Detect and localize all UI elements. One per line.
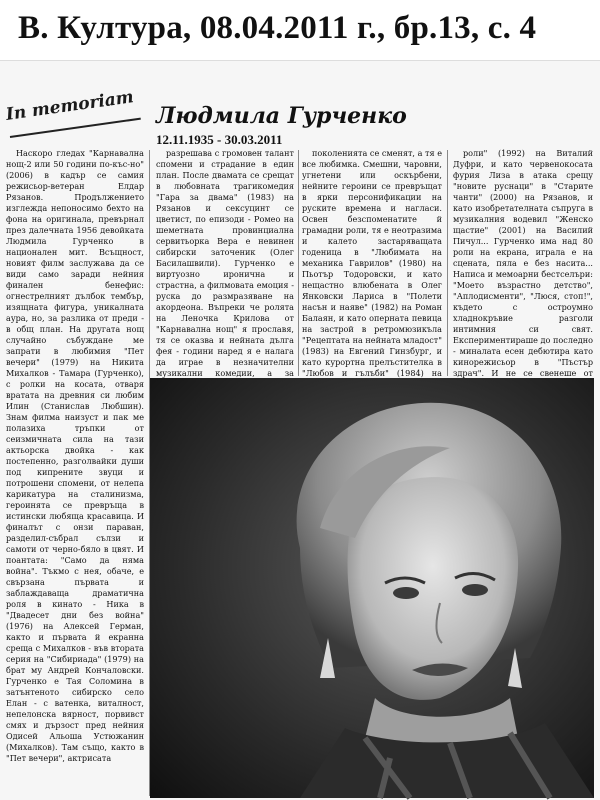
portrait-photo: [150, 378, 594, 798]
rubric-label: In memoriam: [4, 87, 135, 125]
column-2-text: разрешава с громовен талант спомени и страдание в един план. После двамата се срещат в любовната трагикомедия "Гара за двама" (1983) на Рязанов и сексуцинт се цветист, по епизоди - Ромео на шеметната провинциална сервитьорка Вера е невинен сибирски заточеник (Олег Басилашвили). Гурченко е виртуозно иронична и страстна, а филмовата емоция - руска до размразяване на акордеона. Въпреки че ролята на Леночка Крилова от "Карнавална нощ" я прославя, тя се оказва и нейната дълга фея - години наред я е налага да играе в незначителни музикални комедии, а за: [156, 148, 294, 378]
article-column-1: [6, 148, 144, 794]
column-divider-2: [298, 150, 299, 376]
portrait-illustration: [150, 378, 594, 798]
source-title: В. Култура, 08.04.2011 г., бр.13, с. 4: [18, 10, 537, 46]
clipping-top-line: [0, 60, 600, 61]
article-headline: Людмила Гурченко: [156, 103, 407, 129]
column-4-text: роли" (1992) на Виталий Дуфри, и като червенокосата фурия Лиза в атака срещу "новите руснаци" в "Старите чанти" (2000) на Рязанов, и като изобретателната съпруга в музикалния водевил "Женско щастие" (2001) на Василий Пичул... Гурченко има над 80 роли на екрана, играла е на сцената, пяла е без насита... Написа и мемоарни бестселъри: "Моето възрастно детство", "Аплодисменти", "Люся, стоп!", където с остроумно хладнокръвие разголи интимния си свят. Експериментираше до последно - миналата есен дебютира като кинорежисьор в "Пъстър здрач". И не се свенеше от: [453, 148, 593, 378]
column-3-text: поколенията се сменят, а тя е все любимка. Смешни, чаровни, угнетени или оскърбени, нейните героини се превръщат в ярки персонификации на руските времена и нагласи. Освен безспоменатите й грамадни роли, тя е неотразима и калето застаряващата годеница в "Любимата на механика Гаврилов" (1980) на Пьотър Тодоровски, и като нещастно влюбената в Олег Янковски Лариса в "Полети насън и наяве" (1982) на Роман Балаян, и като оперната певица на застрой в ретромюзикъла "Рецептата на нейната младост" (1983) на Евгений Гинзбург, и като курортна прелъстителка в "Любов и гълъби" (1984) на: [302, 148, 442, 378]
life-dates: 12.11.1935 - 30.03.2011: [156, 132, 283, 147]
column-1-text: Наскоро гледах "Карнавална нощ-2 или 50 години по-къс-но" (2006) в кадър се самия режисьор-ветеран Елдар Рязанов. Продължението изглежда непоносимо бехто на фона на оригинала, превърнал през далечната 1956 девойката Людмила Гурченко в национален мит. Всъщност, новият филм заслужава да се види само заради нейния финален бенефис: огнестрелният дълбок тембър, изящната фигура, уникалната аура, но, за разлика от преди - в общ план. На другата нощ случайно събуждане ме запрати в любимия "Пет вечери" (1979) на Никита Михалков - Тамара (Гурченко), с ролки на косата, отваря вратата на древния си любим Илин (Станислав Любшин). Знам филма наизуст и пак ме полазиха тръпки от сеизмичната сила на тази актьорска двойка - как постепенно, разголвайки души под кипрените звуци и потрошени спомени, от нелепа карикатура на сталинизма, героинята се превръща в истински любяща красавица. И финалът с онзи параван, разделил-събрал сълзи и самоти от черно-бяло в цвят. И поантата: "Само да няма война". Тъкмо с нея, обаче, е свързана първата и заблаждаваща драматична роля в кинато - Ника в "Двадесет дни без война" (1976) на Алексей Герман, както и първата й екранна среща с Михалков - във втората серия на "Сибириада" (1979) на брат му Андрей Кончаловски. Гурченко е Тая Соломина в затънтеното сибирско село Елан - с ватенка, виталност, непелонска вярност, порвивст смях и дързост пред нейния Одисей Альоша Устюжанин (Михалков). Там също, както в "Пет вечери", актрисата: [6, 148, 144, 763]
article-column-3: [302, 148, 442, 376]
column-divider-3: [447, 150, 448, 376]
article-column-2: [156, 148, 294, 376]
